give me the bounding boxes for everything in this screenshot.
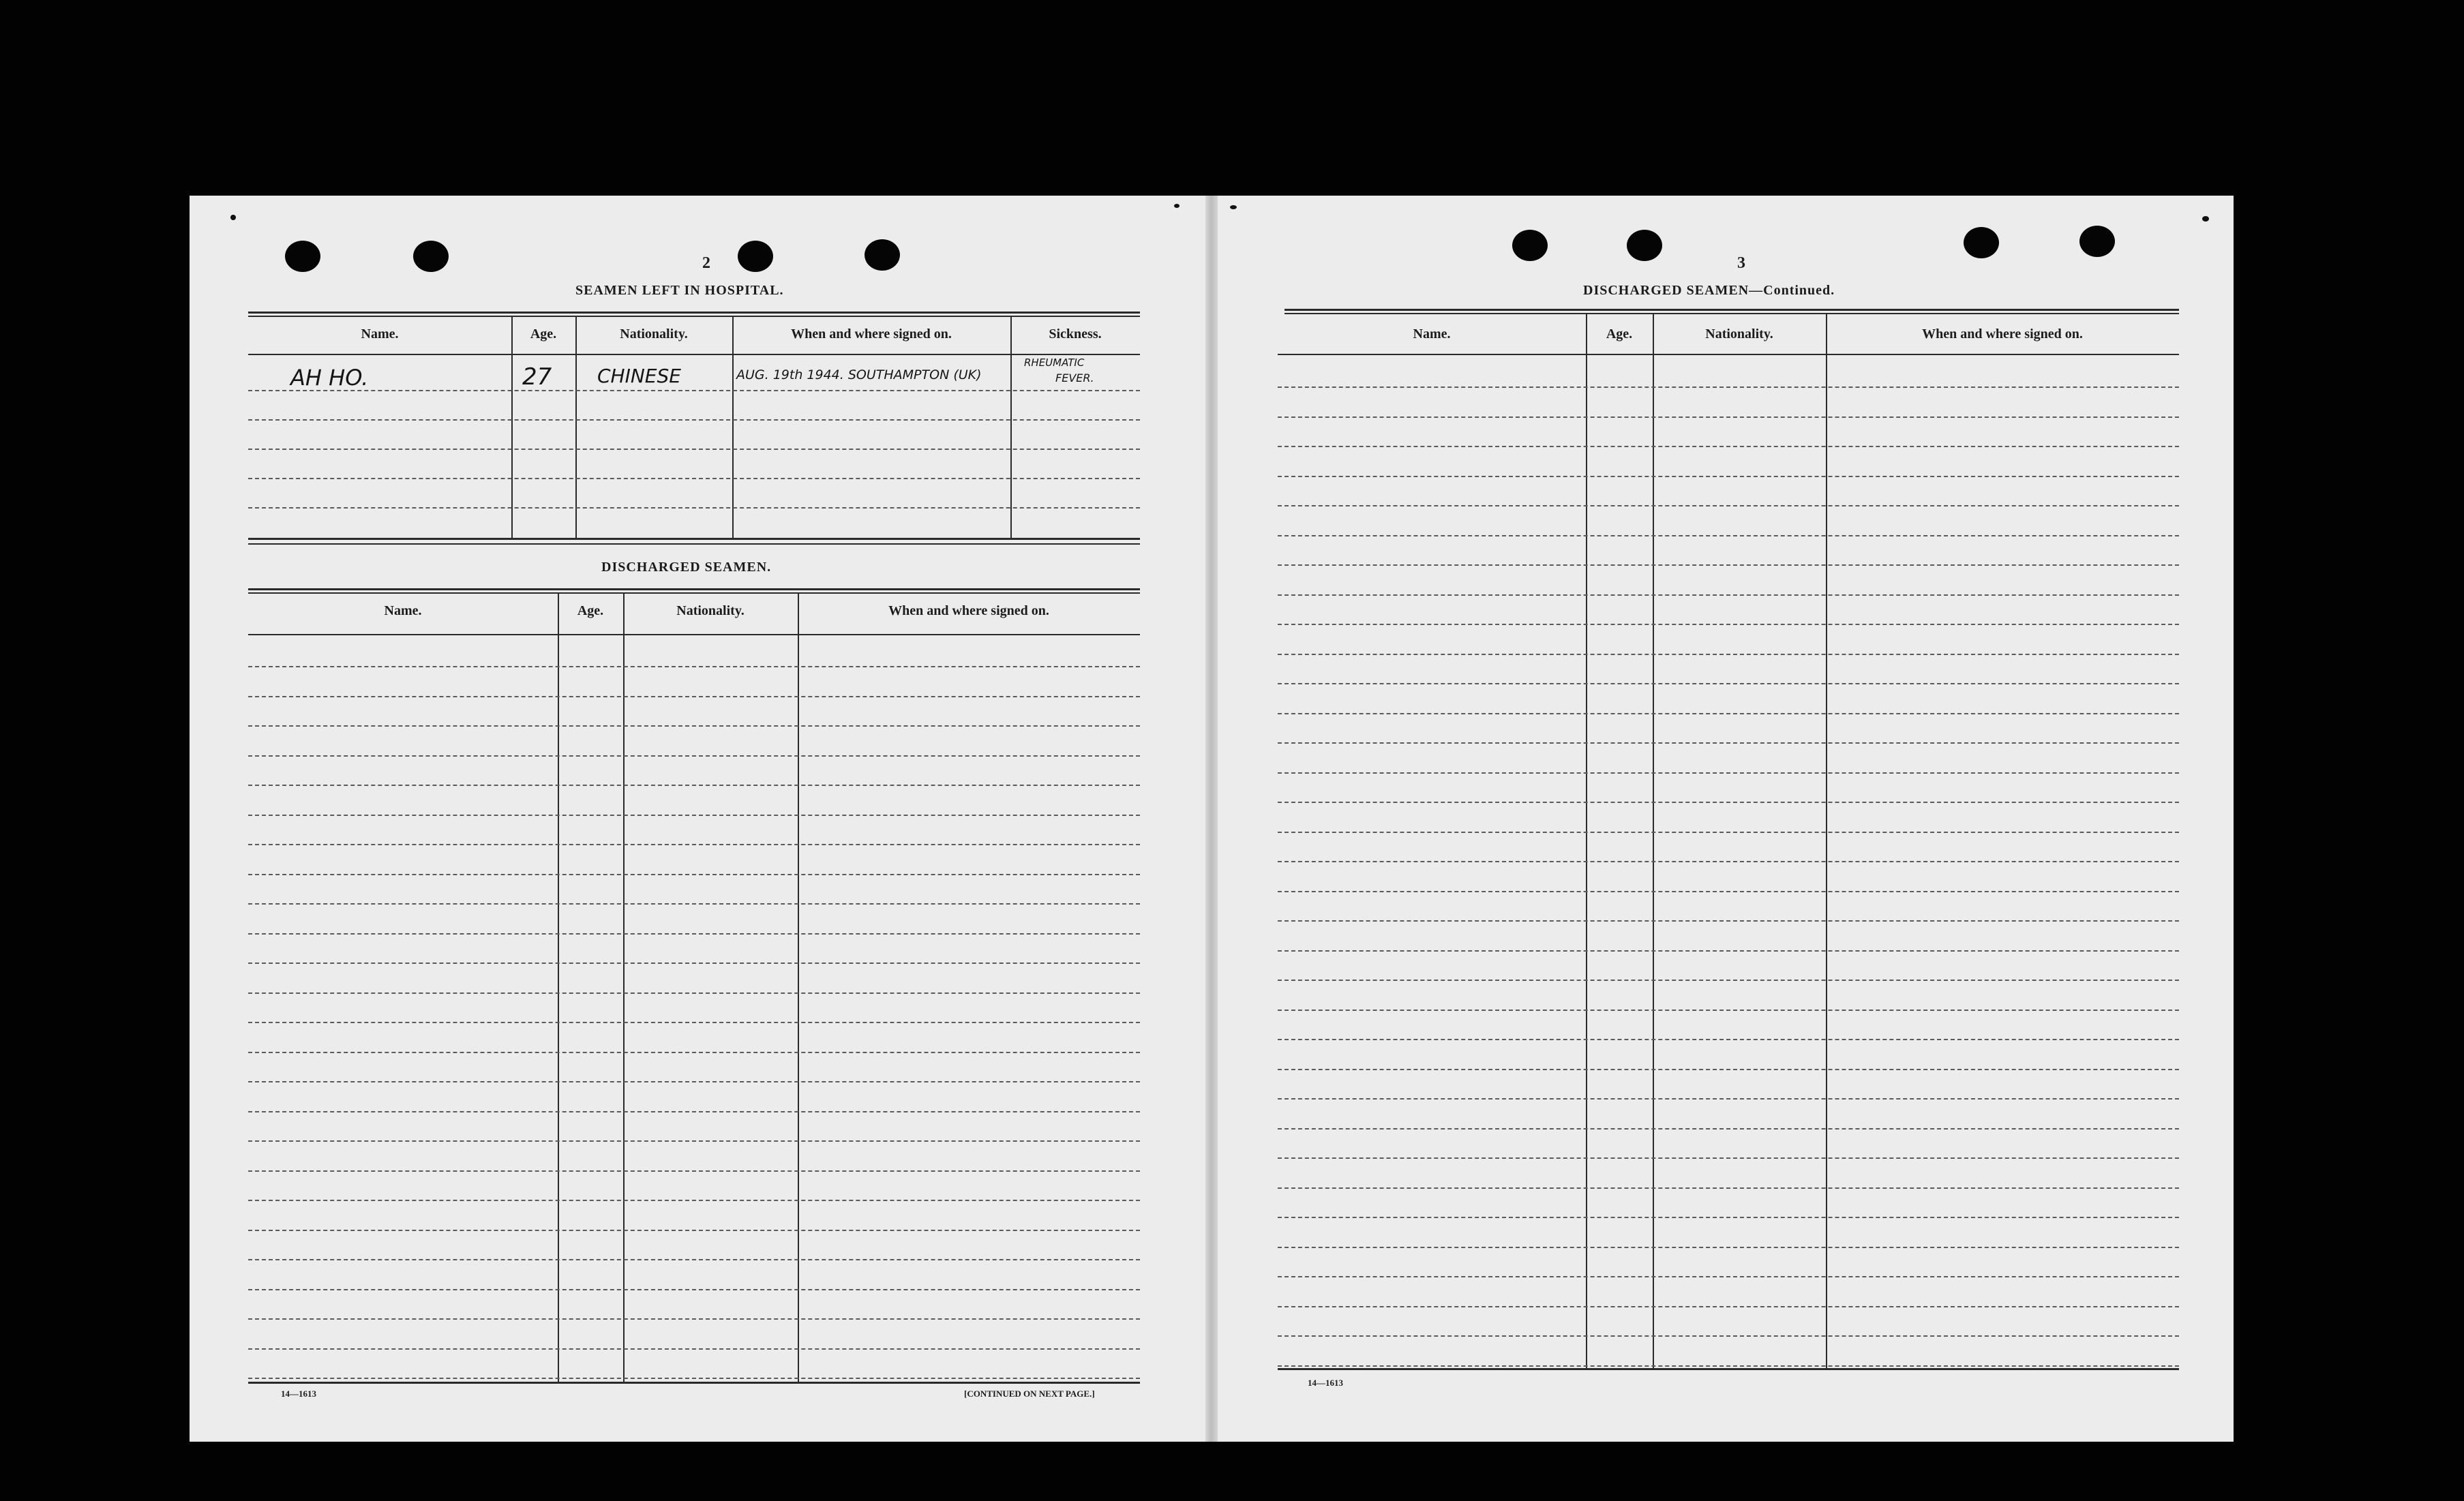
row-rule	[248, 1378, 1140, 1379]
hospital-header-nationality: Nationality.	[620, 327, 688, 342]
left-page-number: 2	[702, 254, 710, 272]
row-rule	[1278, 446, 2179, 447]
row-rule	[1278, 594, 2179, 596]
row-rule	[1278, 624, 2179, 625]
row-rule	[248, 1348, 1140, 1350]
discharged-table-top-rule	[248, 588, 1140, 590]
discharged-header-nationality: Nationality.	[676, 603, 745, 618]
row-rule	[248, 1200, 1140, 1201]
punch-hole	[1512, 230, 1548, 261]
center-fold	[1205, 196, 1218, 1442]
row-rule	[248, 1052, 1140, 1053]
left-footer-code: 14—1613	[281, 1389, 316, 1399]
discharged-header-name: Name.	[384, 603, 422, 618]
hospital-col-divider	[575, 316, 577, 538]
continued-note: [CONTINUED ON NEXT PAGE.]	[964, 1389, 1095, 1399]
row-rule	[248, 1318, 1140, 1320]
hospital-entry-sickness: RHEUMATIC	[1024, 357, 1085, 369]
hospital-table-bottom-rule	[248, 543, 1140, 545]
hospital-table-top-rule	[248, 312, 1140, 314]
row-rule	[248, 755, 1140, 757]
row-rule	[1278, 1039, 2179, 1040]
right-page-number: 3	[1737, 254, 1745, 272]
hospital-row-rule	[248, 419, 1140, 421]
right-header-nationality: Nationality.	[1705, 327, 1773, 342]
row-rule	[248, 992, 1140, 994]
document-spread	[190, 196, 2234, 1442]
discharged-table-bottom-rule	[248, 1382, 1140, 1384]
hospital-col-divider	[1010, 316, 1012, 538]
row-rule	[1278, 1335, 2179, 1337]
hospital-section-title: SEAMEN LEFT IN HOSPITAL.	[575, 283, 784, 298]
punch-hole	[413, 241, 449, 272]
right-col-divider	[1653, 314, 1654, 1368]
row-rule	[248, 785, 1140, 786]
row-rule	[248, 1259, 1140, 1260]
row-rule	[1278, 505, 2179, 506]
hospital-row-rule	[248, 390, 1140, 391]
scan-mark	[230, 215, 236, 220]
row-rule	[1278, 1098, 2179, 1100]
hospital-entry-sickness: FEVER.	[1055, 372, 1094, 384]
row-rule	[1278, 683, 2179, 684]
row-rule	[248, 725, 1140, 727]
right-table-top-rule	[1284, 309, 2179, 311]
scan-mark	[1230, 205, 1237, 209]
right-section-title: DISCHARGED SEAMEN—Continued.	[1583, 283, 1835, 298]
row-rule	[1278, 832, 2179, 833]
right-table-bottom-rule	[1278, 1368, 2179, 1370]
punch-hole	[2079, 226, 2115, 257]
row-rule	[1278, 772, 2179, 774]
row-rule	[248, 1230, 1140, 1231]
row-rule	[248, 962, 1140, 964]
discharged-header-when-where: When and where signed on.	[888, 603, 1049, 618]
hospital-entry-when-where: AUG. 19th 1944. SOUTHAMPTON (UK)	[736, 367, 982, 382]
punch-hole	[1627, 230, 1662, 261]
hospital-entry-nationality: CHINESE	[597, 365, 681, 387]
row-rule	[1278, 861, 2179, 862]
row-rule	[1278, 416, 2179, 418]
discharged-table-header-rule	[248, 634, 1140, 635]
row-rule	[1278, 1069, 2179, 1070]
row-rule	[248, 1140, 1140, 1142]
discharged-header-age: Age.	[577, 603, 604, 618]
row-rule	[248, 1022, 1140, 1023]
row-rule	[1278, 1010, 2179, 1011]
punch-hole	[1964, 227, 1999, 258]
row-rule	[248, 696, 1140, 697]
right-footer-code: 14—1613	[1308, 1378, 1343, 1388]
hospital-table-bottom-rule	[248, 538, 1140, 540]
hospital-entry-name: AH HO.	[290, 365, 369, 391]
hospital-header-age: Age.	[530, 327, 557, 342]
row-rule	[248, 815, 1140, 816]
row-rule	[248, 1111, 1140, 1112]
row-rule	[1278, 654, 2179, 655]
row-rule	[1278, 1365, 2179, 1367]
row-rule	[1278, 891, 2179, 892]
hospital-table-top-rule	[248, 316, 1140, 317]
right-header-when-where: When and where signed on.	[1922, 327, 2083, 342]
row-rule	[1278, 1306, 2179, 1307]
discharged-col-divider	[623, 592, 625, 1382]
row-rule	[248, 874, 1140, 875]
punch-hole	[738, 241, 773, 272]
hospital-entry-age: 27	[522, 363, 552, 391]
row-rule	[1278, 920, 2179, 922]
hospital-header-sickness: Sickness.	[1049, 327, 1102, 342]
hospital-col-divider	[511, 316, 513, 538]
right-table-top-rule	[1284, 313, 2179, 314]
punch-hole	[865, 239, 900, 271]
row-rule	[1278, 713, 2179, 714]
hospital-header-when-where: When and where signed on.	[791, 327, 952, 342]
row-rule	[1278, 386, 2179, 388]
scan-mark	[1174, 204, 1180, 208]
row-rule	[248, 1170, 1140, 1172]
row-rule	[248, 933, 1140, 935]
row-rule	[1278, 1217, 2179, 1218]
hospital-table-header-rule	[248, 354, 1140, 355]
right-table-header-rule	[1278, 354, 2179, 355]
discharged-section-title: DISCHARGED SEAMEN.	[601, 560, 772, 575]
right-header-age: Age.	[1606, 327, 1633, 342]
row-rule	[248, 903, 1140, 905]
discharged-col-divider	[558, 592, 559, 1382]
discharged-table-top-rule	[248, 592, 1140, 594]
hospital-col-divider	[732, 316, 734, 538]
right-col-divider	[1826, 314, 1827, 1368]
row-rule	[248, 1081, 1140, 1082]
row-rule	[1278, 950, 2179, 952]
right-col-divider	[1586, 314, 1587, 1368]
row-rule	[248, 1289, 1140, 1290]
hospital-header-name: Name.	[361, 327, 399, 342]
scan-mark	[2202, 216, 2209, 222]
row-rule	[1278, 1187, 2179, 1189]
row-rule	[1278, 742, 2179, 744]
discharged-col-divider	[798, 592, 799, 1382]
row-rule	[1278, 802, 2179, 803]
row-rule	[1278, 476, 2179, 477]
row-rule	[248, 666, 1140, 667]
row-rule	[1278, 1276, 2179, 1277]
row-rule	[1278, 1128, 2179, 1129]
row-rule	[1278, 564, 2179, 566]
right-header-name: Name.	[1413, 327, 1451, 342]
punch-hole	[285, 241, 320, 272]
hospital-row-rule	[248, 449, 1140, 450]
row-rule	[1278, 1157, 2179, 1159]
hospital-row-rule	[248, 507, 1140, 509]
row-rule	[1278, 535, 2179, 536]
row-rule	[248, 844, 1140, 845]
row-rule	[1278, 980, 2179, 981]
row-rule	[1278, 1247, 2179, 1248]
hospital-row-rule	[248, 478, 1140, 479]
